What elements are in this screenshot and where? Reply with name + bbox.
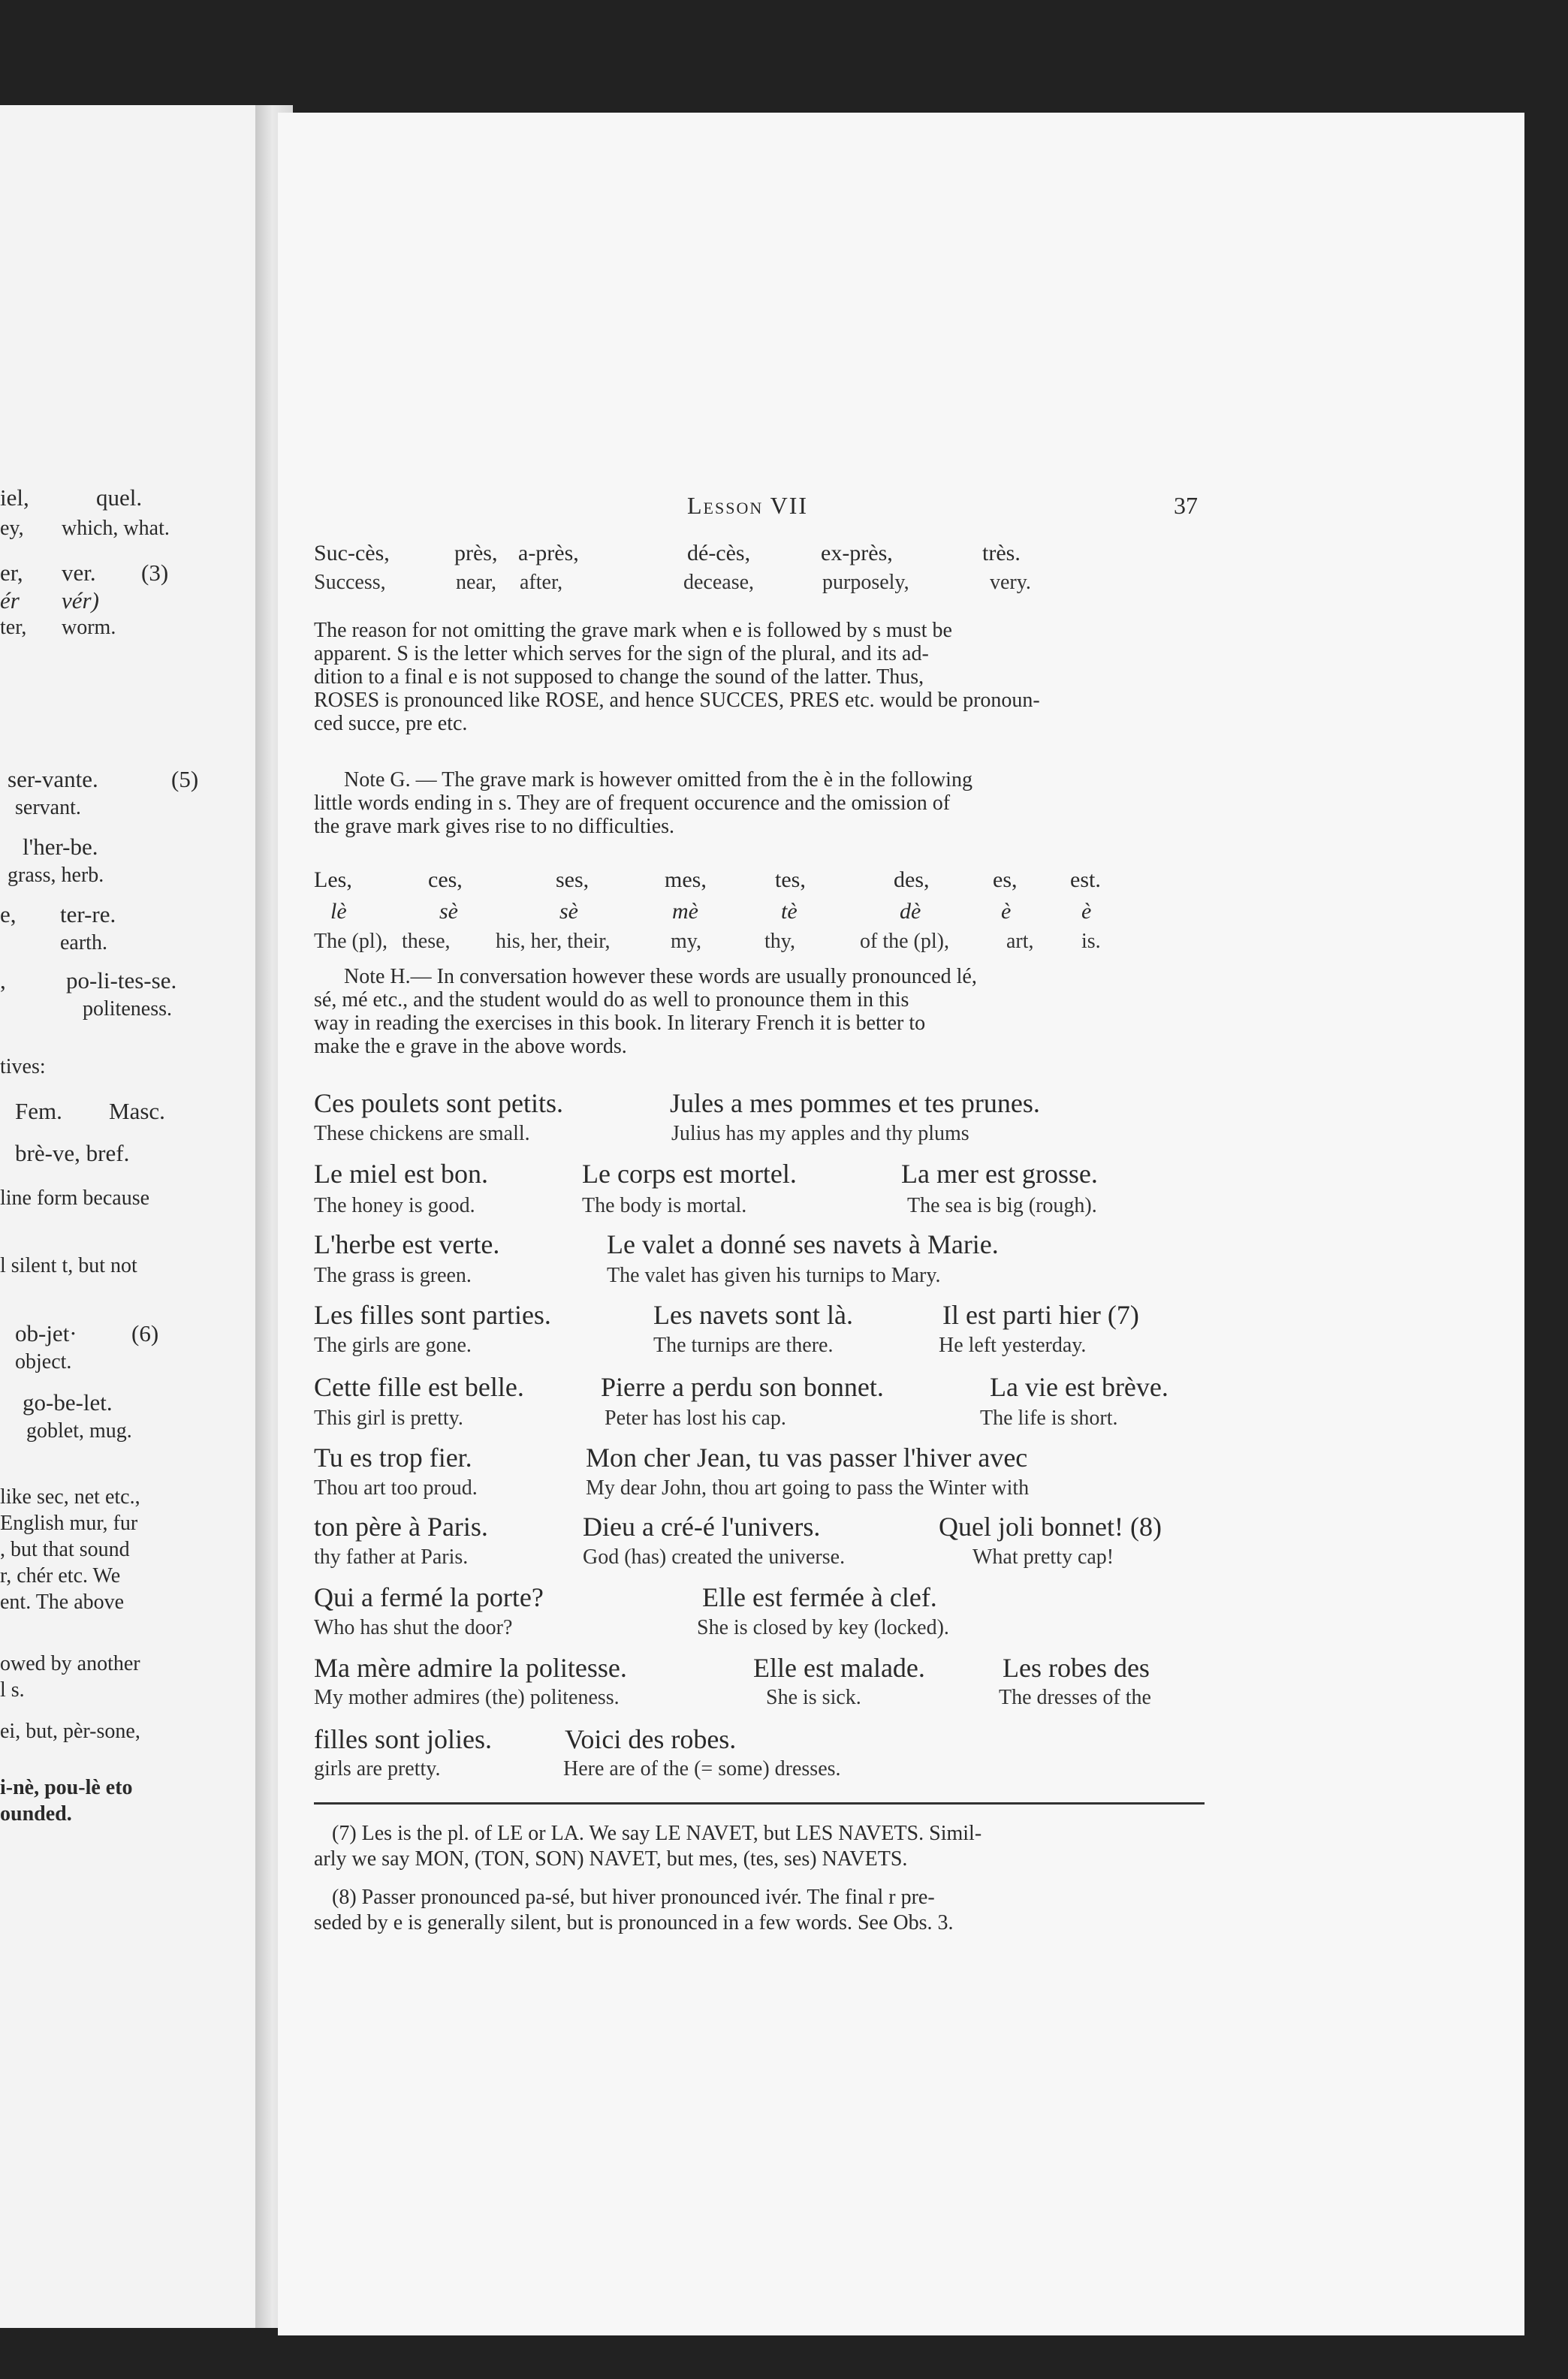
les-word: mes, [665, 867, 707, 892]
left-line: ter-re. [60, 901, 116, 927]
vocab-french: a-près, [518, 541, 579, 565]
left-line: earth. [60, 931, 107, 954]
les-english: these, [402, 930, 451, 953]
les-word: des, [894, 867, 930, 892]
les-word: ses, [556, 867, 590, 892]
exercise-en: She is sick. [766, 1686, 861, 1709]
paragraph-line: Note G. — The grave mark is however omitted from the è in the following [344, 768, 972, 791]
exercise-en: thy father at Paris. [314, 1545, 469, 1569]
left-line: (6) [131, 1320, 159, 1346]
exercise-en: These chickens are small. [314, 1122, 530, 1145]
left-page [0, 105, 263, 2328]
vocab-english: near, [456, 571, 497, 594]
paragraph-line: make the e grave in the above words. [314, 1035, 627, 1058]
exercise-en: The turnips are there. [653, 1334, 834, 1357]
left-line: ei, but, pèr-sone, [0, 1720, 140, 1743]
vocab-french: très. [982, 541, 1021, 565]
explanation-paragraph [314, 619, 1209, 735]
paragraph-line: ced succe, pre etc. [314, 712, 468, 735]
vocab-french: près, [454, 541, 498, 565]
exercise-fr: Pierre a perdu son bonnet. [601, 1372, 884, 1402]
les-english: of the (pl), [860, 930, 949, 953]
paragraph-line: ROSES is pronounced like ROSE, and hence SUCCES, PRES etc. would be pronoun- [314, 689, 1040, 712]
exercise-en: My mother admires (the) politeness. [314, 1686, 620, 1709]
left-line: ver. [62, 559, 96, 586]
footnote-8 [314, 1885, 1205, 1936]
paragraph-line: The reason for not omitting the grave mark when e is followed by s must be [314, 619, 952, 642]
paragraph-line: dition to a final e is not supposed to change the sound of the latter. Thus, [314, 665, 924, 689]
left-line: which, what. [62, 517, 170, 540]
left-line: iel, [0, 484, 29, 511]
left-line: e, [0, 901, 17, 927]
exercise-en: God (has) created the universe. [583, 1545, 846, 1569]
exercise-fr: Jules a mes pommes et tes prunes. [670, 1088, 1040, 1118]
exercise-en: The girls are gone. [314, 1334, 472, 1357]
les-pron: dè [900, 899, 921, 924]
exercise-fr: L'herbe est verte. [314, 1229, 500, 1259]
vocab-english: purposely, [822, 571, 909, 594]
les-pron: sè [439, 899, 458, 924]
exercise-fr: La vie est brève. [990, 1372, 1168, 1402]
les-pron: è [1001, 899, 1012, 924]
exercise-fr: Le miel est bon. [314, 1159, 488, 1189]
left-line: vér) [62, 587, 99, 614]
vocab-english: very. [990, 571, 1031, 594]
footnote-line: arly we say MON, (TON, SON) NAVET, but mes, (tes, ses) NAVETS. [314, 1847, 908, 1871]
exercise-en: The life is short. [980, 1407, 1118, 1430]
footnote-line: (8) Passer pronounced pa-sé, but hiver pronounced ivér. The final r pre- [332, 1886, 935, 1909]
les-english: my, [671, 930, 701, 953]
page-number: 37 [1174, 492, 1198, 519]
paragraph-line: little words ending in s. They are of frequent occurence and the omission of [314, 791, 951, 815]
left-line: er, [0, 559, 23, 586]
left-line: line form because [0, 1186, 150, 1210]
left-line: grass, herb. [8, 864, 104, 887]
footnote-line: (7) Les is the pl. of LE or LA. We say LE NAVET, but LES NAVETS. Simil- [332, 1822, 982, 1845]
exercise-en: Thou art too proud. [314, 1476, 478, 1500]
left-line: l s. [0, 1678, 25, 1702]
vocab-english: after, [520, 571, 563, 594]
left-line: politeness. [83, 997, 172, 1021]
les-word: ces, [428, 867, 463, 892]
les-pron: è [1081, 899, 1092, 924]
paragraph-line: sé, mé etc., and the student would do as well to pronounce them in this [314, 988, 909, 1012]
exercise-fr: Les robes des [1003, 1653, 1150, 1683]
exercise-en: The valet has given his turnips to Mary. [607, 1264, 941, 1287]
vocab-french: dé-cès, [687, 541, 751, 565]
footnote-7 [314, 1821, 1205, 1872]
exercise-fr: filles sont jolies. [314, 1724, 492, 1754]
left-line: brè-ve, bref. [15, 1140, 130, 1166]
les-english: his, her, their, [496, 930, 611, 953]
exercise-fr: Les navets sont là. [653, 1300, 853, 1330]
paragraph-line: way in reading the exercises in this book. In literary French it is better to [314, 1012, 926, 1035]
exercise-en: What pretty cap! [972, 1545, 1114, 1569]
les-word: es, [993, 867, 1018, 892]
exercise-en: Here are of the (= some) dresses. [563, 1757, 841, 1780]
les-pron: tè [781, 899, 798, 924]
exercise-en: Who has shut the door? [314, 1616, 513, 1639]
exercise-en: The body is mortal. [582, 1194, 747, 1217]
les-pron: sè [559, 899, 578, 924]
les-english: art, [1006, 930, 1034, 953]
left-line: ér [0, 587, 20, 614]
left-line: Fem. [15, 1098, 62, 1124]
exercise-fr: Le valet a donné ses navets à Marie. [607, 1229, 999, 1259]
les-word: tes, [775, 867, 806, 892]
paragraph-line: apparent. S is the letter which serves for the sign of the plural, and its ad- [314, 642, 929, 665]
left-line: ey, [0, 517, 24, 540]
vocab-french: Suc-cès, [314, 541, 390, 565]
left-line: (3) [141, 559, 169, 586]
left-line: r, chér etc. We [0, 1564, 121, 1588]
exercise-en: He left yesterday. [939, 1334, 1087, 1357]
exercise-fr: Qui a fermé la porte? [314, 1582, 544, 1612]
exercise-fr: ton père à Paris. [314, 1512, 488, 1542]
left-line: servant. [15, 796, 81, 819]
vocab-english: decease, [683, 571, 755, 594]
les-word: Les, [314, 867, 352, 892]
exercise-en: girls are pretty. [314, 1757, 441, 1780]
left-line: po-li-tes-se. [66, 967, 177, 994]
exercise-fr: Il est parti hier (7) [942, 1300, 1139, 1330]
left-line: Masc. [109, 1098, 165, 1124]
left-line: l silent t, but not [0, 1254, 137, 1277]
left-line: tives: [0, 1055, 46, 1078]
les-pron: lè [330, 899, 347, 924]
left-line: l'her-be. [23, 834, 98, 860]
left-line: (5) [171, 766, 199, 792]
left-line: worm. [62, 616, 116, 639]
left-line: i-nè, pou-lè eto [0, 1776, 133, 1799]
footnote-divider [314, 1802, 1205, 1805]
note-g [314, 768, 1209, 838]
exercise-en: My dear John, thou art going to pass the Winter with [586, 1476, 1030, 1500]
left-line: , but that sound [0, 1538, 130, 1561]
paragraph-line: the grave mark gives rise to no difficulties. [314, 815, 675, 838]
left-line: goblet, mug. [26, 1419, 132, 1443]
left-line: ter, [0, 616, 27, 639]
left-line: quel. [96, 484, 143, 511]
exercise-fr: Tu es trop fier. [314, 1443, 472, 1473]
exercise-en: This girl is pretty. [314, 1407, 463, 1430]
exercise-en: Julius has my apples and thy plums [671, 1122, 969, 1145]
left-line: ser-vante. [8, 766, 98, 792]
exercise-en: The honey is good. [314, 1194, 475, 1217]
les-english: The (pl), [314, 930, 387, 953]
left-line: owed by another [0, 1652, 140, 1675]
footnote-line: seded by e is generally silent, but is pronounced in a few words. See Obs. 3. [314, 1911, 954, 1934]
exercise-fr: Voici des robes. [565, 1724, 737, 1754]
les-english: is. [1081, 930, 1101, 953]
page-header-title: Lesson VII [687, 492, 809, 519]
exercise-en: The dresses of the [999, 1686, 1151, 1709]
exercise-fr: Quel joli bonnet! (8) [939, 1512, 1162, 1542]
left-line: ounded. [0, 1802, 72, 1826]
left-line: object. [15, 1350, 72, 1373]
left-line: ob-jet· [15, 1320, 77, 1346]
exercise-en: The sea is big (rough). [907, 1194, 1097, 1217]
les-pron: mè [672, 899, 698, 924]
left-line: English mur, fur [0, 1512, 138, 1535]
exercise-fr: Mon cher Jean, tu vas passer l'hiver avec [586, 1443, 1028, 1473]
exercise-fr: La mer est grosse. [901, 1159, 1098, 1189]
exercise-en: The grass is green. [314, 1264, 472, 1287]
left-line: , [0, 967, 6, 994]
paragraph-line: Note H.— In conversation however these words are usually pronounced lé, [344, 965, 977, 988]
right-page [278, 113, 1524, 2335]
exercise-fr: Dieu a cré-é l'univers. [583, 1512, 821, 1542]
exercise-fr: Ma mère admire la politesse. [314, 1653, 627, 1683]
exercise-en: Peter has lost his cap. [605, 1407, 786, 1430]
les-english: thy, [764, 930, 795, 953]
vocab-french: ex-près, [821, 541, 893, 565]
exercise-fr: Elle est malade. [753, 1653, 925, 1683]
exercise-en: She is closed by key (locked). [697, 1616, 949, 1639]
left-line: ent. The above [0, 1591, 125, 1614]
exercise-fr: Les filles sont parties. [314, 1300, 551, 1330]
left-line: go-be-let. [23, 1389, 113, 1416]
exercise-fr: Ces poulets sont petits. [314, 1088, 563, 1118]
vocab-english: Success, [314, 571, 386, 594]
les-word: est. [1070, 867, 1101, 892]
note-h [314, 965, 1209, 1058]
exercise-fr: Elle est fermée à clef. [702, 1582, 937, 1612]
exercise-fr: Le corps est mortel. [582, 1159, 797, 1189]
exercise-fr: Cette fille est belle. [314, 1372, 524, 1402]
left-line: like sec, net etc., [0, 1485, 140, 1509]
